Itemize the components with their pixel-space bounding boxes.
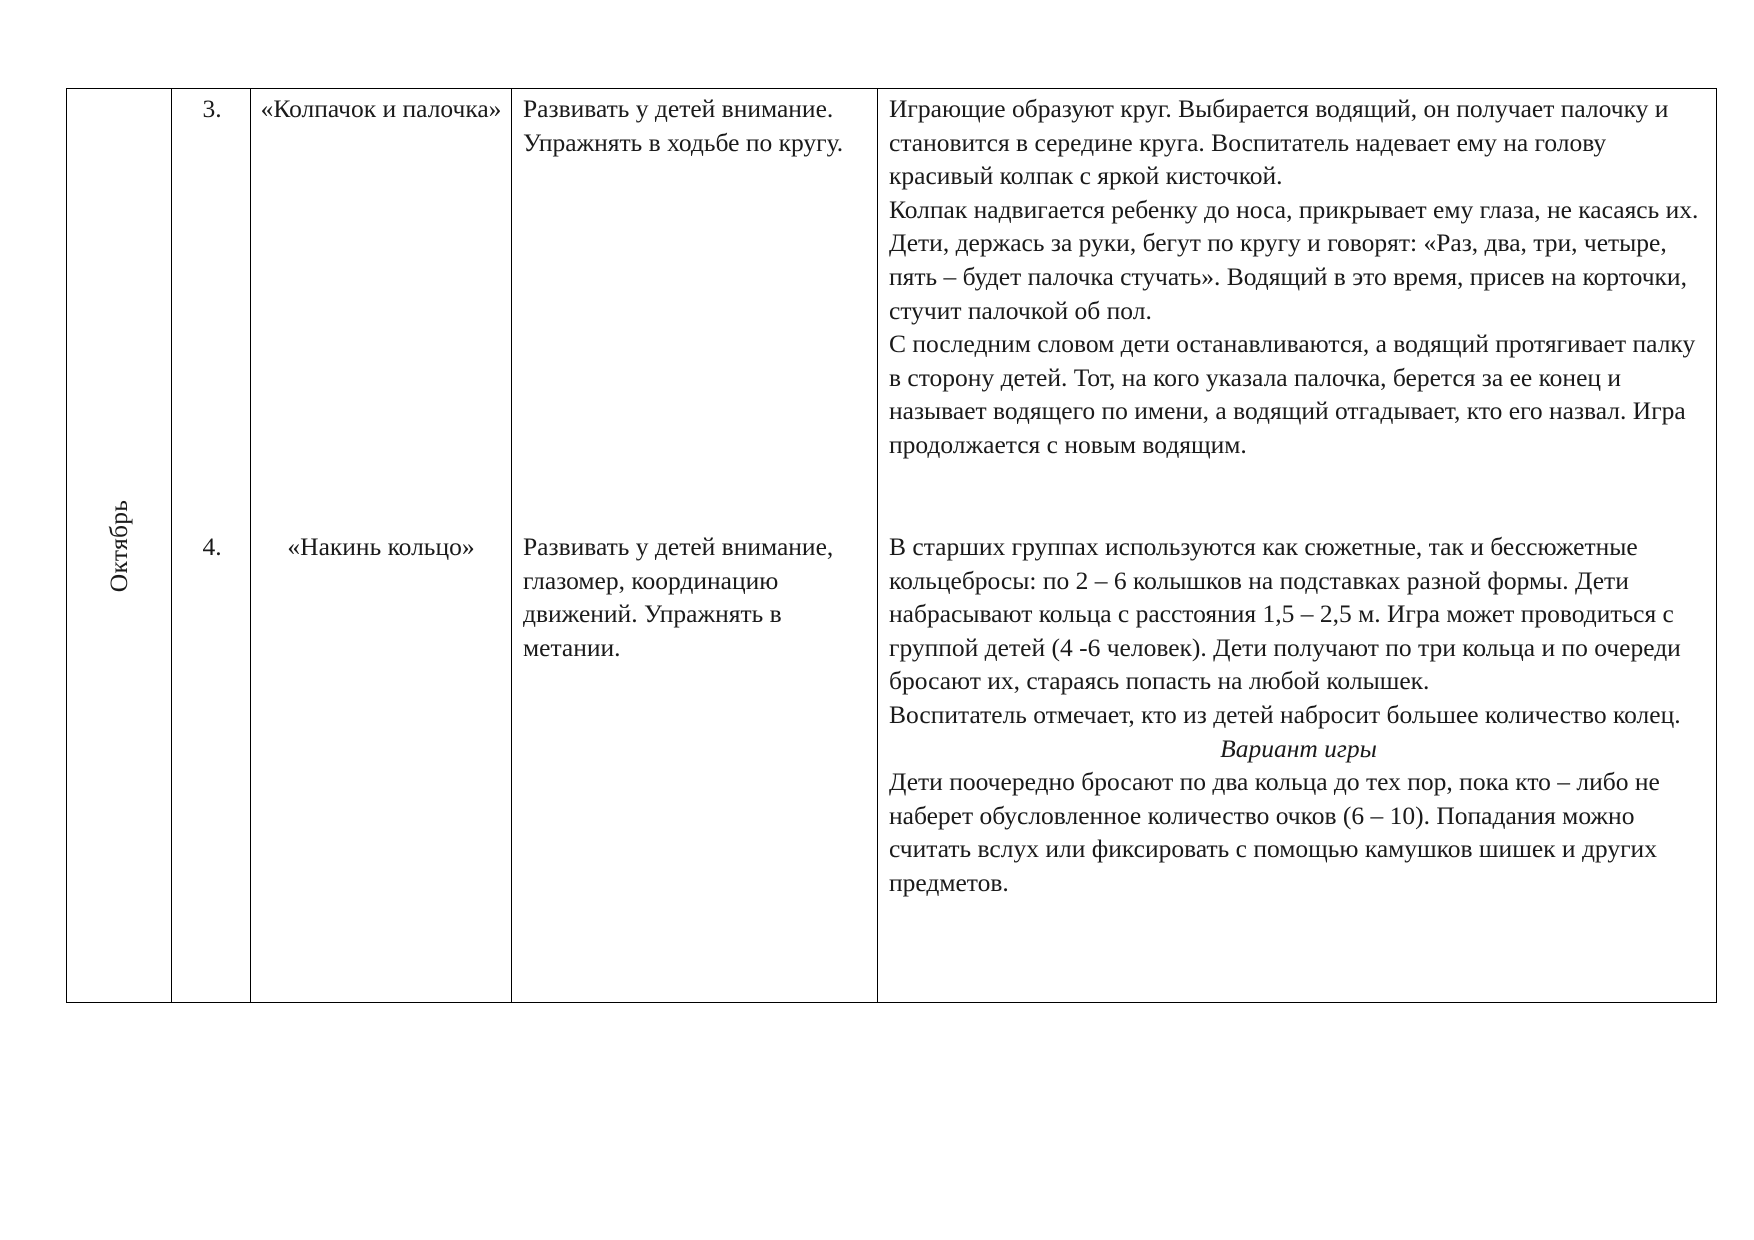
goal-column [512, 89, 878, 1003]
description-paragraph: Колпак надвигается ребенку до носа, прикрывает ему глаза, не касаясь их. Дети, держась за руки, бегут по кругу и говорят: «Раз, два, три, четыре, пять – будет палочка стучать». Водящий в это время, присев на корточки, стучит палочкой об пол. [889, 194, 1699, 325]
month-label: Октябрь [104, 499, 134, 592]
description-paragraph: Играющие образуют круг. Выбирается водящий, он получает палочку и становится в середине круга. Воспитатель надевает ему на голову красивый колпак с яркой кисточкой. [889, 94, 1669, 191]
games-plan-table [66, 88, 1717, 1003]
name-column [251, 89, 512, 1003]
game-description [878, 530, 1716, 900]
description-paragraph: Воспитатель отмечает, кто из детей набросит большее количество колец. [889, 699, 1681, 729]
game-description [878, 92, 1716, 462]
variant-paragraph: Дети поочередно бросают по два кольца до тех пор, пока кто – либо не наберет обусловленное количество очков (6 – 10). Попадания можно считать вслух или фиксировать с помощью камушков шишек и других предметов. [889, 767, 1660, 897]
game-name: «Колпачок и палочка» [260, 94, 502, 123]
description-paragraph: С последним словом дети останавливаются, а водящий протягивает палку в сторону детей. Тот, на кого указала палочка, берется за ее конец и называет водящего по имени, а водящий отгадывает, кто его назвал. Игра продолжается с новым водящим. [889, 329, 1696, 459]
number-column [172, 89, 251, 1003]
description-column [878, 89, 1717, 1003]
game-goal: Развивать у детей внимание. Упражнять в ходьбе по кругу. [523, 94, 844, 157]
month-cell [67, 89, 172, 1003]
variant-title: Вариант игры [1220, 733, 1377, 763]
table-row [67, 89, 1717, 1003]
game-name: «Накинь кольцо» [287, 532, 475, 561]
game-goal: Развивать у детей внимание, глазомер, координацию движений. Упражнять в метании. [523, 532, 834, 662]
game-number: 3. [202, 94, 222, 123]
description-paragraph: В старших группах используются как сюжетные, так и бессюжетные кольцебросы: по 2 – 6 колышков на подставках разной формы. Дети набрасывают кольца с расстояния 1,5 – 2,5 м. Игра может проводиться с группой детей (4 -6 человек). Дети получают по три кольца и по очереди бросают их, стараясь попасть на любой колышек. [889, 532, 1681, 696]
game-number: 4. [202, 532, 222, 561]
